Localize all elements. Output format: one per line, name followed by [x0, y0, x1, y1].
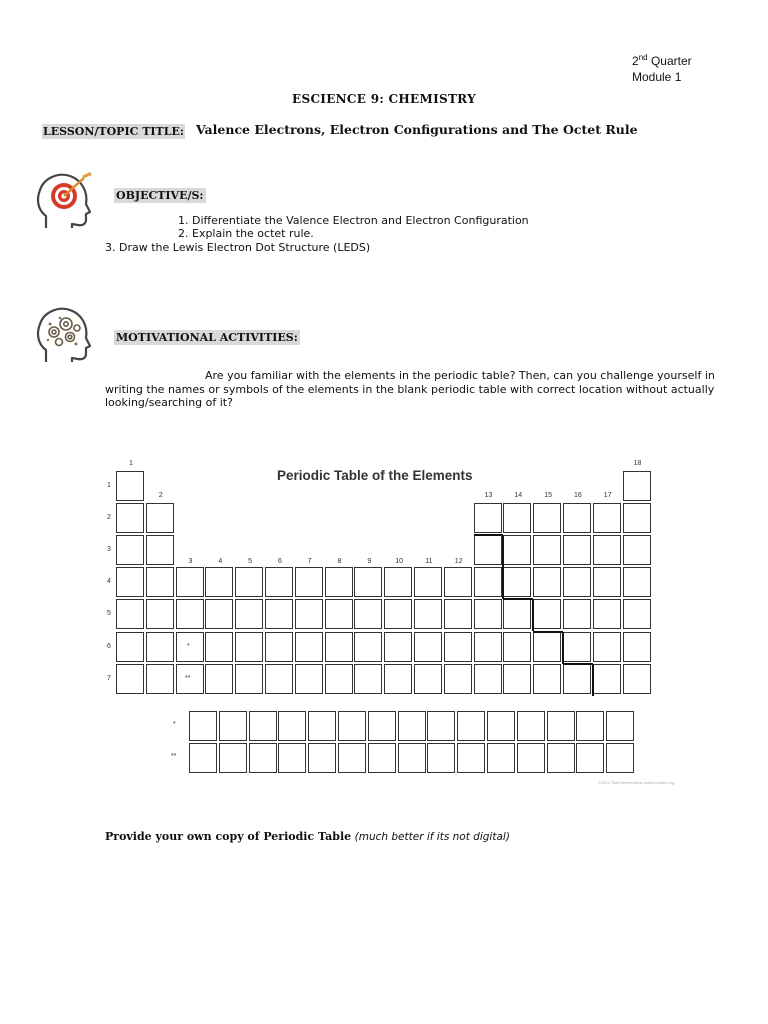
f-block-cell [278, 711, 306, 741]
element-cell [593, 599, 621, 629]
element-cell [503, 567, 531, 597]
element-cell [533, 503, 561, 533]
f-block-cell [338, 743, 366, 773]
f-block-cell [398, 743, 426, 773]
element-cell [593, 535, 621, 565]
actinide-marker: ** [185, 674, 191, 682]
element-cell [444, 567, 472, 597]
period-number-label: 7 [107, 674, 111, 682]
element-cell [384, 664, 412, 694]
group-number-label: 7 [307, 558, 312, 566]
element-cell [474, 535, 502, 565]
element-cell [533, 535, 561, 565]
element-cell [414, 664, 442, 694]
element-cell [474, 567, 502, 597]
element-cell [414, 632, 442, 662]
element-cell [623, 599, 651, 629]
f-block-cell [576, 711, 604, 741]
element-cell [384, 632, 412, 662]
period-number-label: 2 [107, 514, 111, 522]
element-cell [146, 664, 174, 694]
element-cell [384, 599, 412, 629]
period-number-label: 5 [107, 610, 111, 618]
group-number-label: 4 [218, 558, 223, 566]
element-cell [176, 599, 204, 629]
element-cell [474, 599, 502, 629]
element-cell [265, 599, 293, 629]
element-cell [503, 664, 531, 694]
element-cell [533, 567, 561, 597]
element-cell [235, 664, 263, 694]
lanthanide-row-marker: * [173, 721, 176, 728]
metalloid-staircase-line [474, 534, 504, 536]
metalloid-staircase-line [532, 599, 534, 631]
element-cell [354, 599, 382, 629]
f-block-cell [249, 743, 277, 773]
footer-note [105, 830, 510, 843]
table-credit: ©2014 Todd Helmenstine sciencenotes.org [598, 780, 675, 785]
element-cell [593, 632, 621, 662]
element-cell [444, 632, 472, 662]
quarter-suffix: nd [638, 53, 648, 62]
objective-item: 3. Draw the Lewis Electron Dot Structure (LEDS) [105, 241, 371, 254]
group-number-label: 11 [425, 558, 433, 566]
period-number-label: 3 [107, 546, 111, 554]
element-cell [146, 567, 174, 597]
element-cell [563, 632, 591, 662]
quarter-word: Quarter [650, 54, 692, 68]
element-cell [623, 664, 651, 694]
element-cell [623, 471, 651, 501]
element-cell [235, 599, 263, 629]
element-cell [474, 664, 502, 694]
period-number-label: 6 [107, 642, 111, 650]
element-cell [563, 535, 591, 565]
f-block-cell [219, 711, 247, 741]
f-block-cell [189, 711, 217, 741]
f-block-cell [547, 743, 575, 773]
element-cell [235, 567, 263, 597]
element-cell [593, 503, 621, 533]
element-cell [563, 503, 591, 533]
group-number-label: 9 [367, 558, 372, 566]
group-number-label: 2 [158, 492, 163, 500]
f-block-cell [368, 743, 396, 773]
element-cell [503, 535, 531, 565]
objective-item: 1. Differentiate the Valence Electron and Electron Configuration [178, 214, 529, 227]
f-block-cell [576, 743, 604, 773]
element-cell [563, 567, 591, 597]
element-cell [563, 599, 591, 629]
group-number-label: 16 [574, 492, 582, 500]
element-cell [116, 632, 144, 662]
element-cell [593, 664, 621, 694]
element-cell [205, 567, 233, 597]
f-block-cell [606, 743, 634, 773]
f-block-cell [189, 743, 217, 773]
element-cell [265, 664, 293, 694]
element-cell [116, 599, 144, 629]
f-block-cell [606, 711, 634, 741]
element-cell [146, 503, 174, 533]
f-block-cell [487, 711, 515, 741]
element-cell [325, 599, 353, 629]
element-cell [116, 535, 144, 565]
element-cell [593, 567, 621, 597]
f-block-cell [368, 711, 396, 741]
element-cell [623, 503, 651, 533]
module-label: Module 1 [632, 70, 682, 84]
element-cell [295, 632, 323, 662]
lanthanide-marker: * [187, 642, 190, 650]
element-cell [444, 664, 472, 694]
f-block-cell [517, 711, 545, 741]
element-cell [205, 664, 233, 694]
f-block-cell [398, 711, 426, 741]
element-cell [503, 632, 531, 662]
element-cell [325, 664, 353, 694]
element-cell [235, 632, 263, 662]
element-cell [295, 567, 323, 597]
element-cell [205, 599, 233, 629]
element-cell [354, 664, 382, 694]
group-number-label: 8 [337, 558, 342, 566]
metalloid-staircase-line [502, 535, 504, 599]
metalloid-staircase-line [592, 664, 594, 696]
f-block-cell [517, 743, 545, 773]
element-cell [444, 599, 472, 629]
f-block-cell [219, 743, 247, 773]
document-title: ESCIENCE 9: CHEMISTRY [292, 92, 476, 106]
group-number-label: 15 [544, 492, 552, 500]
element-cell [563, 664, 591, 694]
element-cell [146, 599, 174, 629]
element-cell [354, 567, 382, 597]
f-block-cell [457, 711, 485, 741]
f-block-cell [338, 711, 366, 741]
period-number-label: 4 [107, 578, 111, 586]
element-cell [295, 664, 323, 694]
f-block-cell [278, 743, 306, 773]
element-cell [533, 632, 561, 662]
element-cell [384, 567, 412, 597]
metalloid-staircase-line [533, 631, 563, 633]
element-cell [474, 632, 502, 662]
element-cell [623, 535, 651, 565]
group-number-label: 17 [603, 492, 612, 500]
f-block-cell [249, 711, 277, 741]
group-number-label: 10 [395, 558, 403, 566]
period-number-label: 1 [107, 482, 111, 489]
motivational-label: MOTIVATIONAL ACTIVITIES: [116, 331, 298, 344]
element-cell [265, 632, 293, 662]
element-cell [116, 567, 144, 597]
group-number-label: 3 [188, 558, 193, 566]
element-cell [116, 471, 144, 501]
f-block-cell [487, 743, 515, 773]
f-block-cell [427, 743, 455, 773]
group-number-label: 12 [454, 558, 463, 566]
group-number-label: 14 [514, 492, 523, 500]
element-cell [325, 632, 353, 662]
element-cell [503, 503, 531, 533]
element-cell [265, 567, 293, 597]
element-cell [533, 599, 561, 629]
element-cell [623, 632, 651, 662]
element-cell [414, 567, 442, 597]
periodic-table-title: Periodic Table of the Elements [277, 468, 473, 483]
element-cell [325, 567, 353, 597]
metalloid-staircase-line [563, 663, 593, 665]
element-cell [176, 567, 204, 597]
objectives-label: OBJECTIVE/S: [116, 189, 204, 202]
actinide-row-marker: ** [171, 753, 177, 760]
metalloid-staircase-line [503, 598, 533, 600]
element-cell [205, 632, 233, 662]
group-number-label: 5 [248, 558, 253, 566]
lesson-title: Valence Electrons, Electron Configurations and The Octet Rule [196, 122, 638, 137]
group-number-label: 6 [277, 558, 282, 566]
element-cell [533, 664, 561, 694]
element-cell [354, 632, 382, 662]
f-block-cell [427, 711, 455, 741]
f-block-cell [547, 711, 575, 741]
f-block-cell [457, 743, 485, 773]
element-cell [474, 503, 502, 533]
element-cell [146, 535, 174, 565]
f-block-cell [308, 711, 336, 741]
metalloid-staircase-line [562, 632, 564, 664]
quarter-number: 2 [632, 54, 639, 68]
element-cell [503, 599, 531, 629]
element-cell [116, 664, 144, 694]
motivational-paragraph: Are you familiar with the elements in the periodic table? Then, can you challenge yourself in writing the names or symbols of the elements in the blank periodic table with correct location without actually looking/searching of it? [105, 369, 715, 409]
element-cell [146, 632, 174, 662]
f-block-cell [308, 743, 336, 773]
element-cell [295, 599, 323, 629]
element-cell [116, 503, 144, 533]
group-number-label: 13 [484, 492, 493, 500]
group-number-label: 18 [633, 460, 642, 467]
group-number-label: 1 [128, 460, 133, 467]
footer-bold: Provide your own copy of Periodic Table [105, 830, 352, 843]
objective-item: 2. Explain the octet rule. [178, 227, 314, 240]
element-cell [623, 567, 651, 597]
footer-italic: (much better if its not digital) [354, 831, 510, 843]
element-cell [414, 599, 442, 629]
lesson-label: LESSON/TOPIC TITLE: [43, 125, 184, 138]
